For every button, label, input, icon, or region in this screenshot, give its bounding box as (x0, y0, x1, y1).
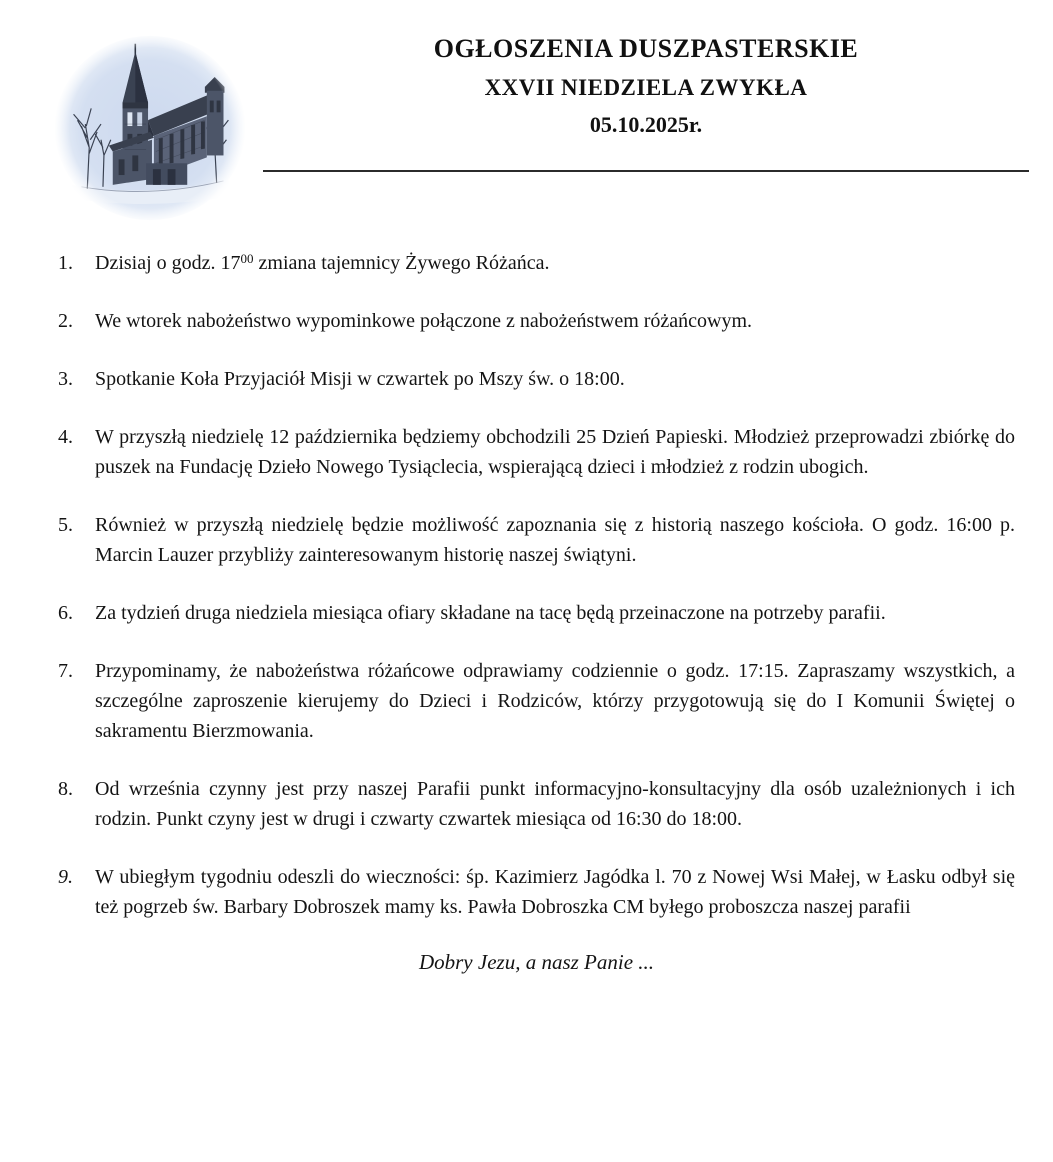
announcement-text: Dzisiaj o godz. $17^{00}$ zmiana tajemnicy Żywego Różańca. (95, 250, 550, 274)
announcement-item (58, 364, 1015, 394)
announcement-number: 6. (58, 602, 73, 624)
announcement-item (58, 306, 1015, 336)
announcement-text: Od września czynny jest przy naszej Parafii punkt informacyjno-konsultacyjny dla osób uzależnionych i ich rodzin. Punkt czyny jest w drugi i czwarty czwartek miesiąca od 16:30 do 18:00. (95, 778, 1015, 830)
announcement-text: Również w przyszłą niedzielę będzie możliwość zapoznania się z historią naszego kościoła. O godz. 16:00 p. Marcin Lauzer przybliży zainteresowanym historię naszej świątyni. (95, 514, 1015, 566)
announcements-list (58, 248, 1015, 922)
announcement-number: 9. (58, 866, 73, 888)
page-title: OGŁOSZENIA DUSZPASTERSKIE (433, 34, 859, 63)
announcement-item (58, 862, 1015, 922)
church-image (52, 30, 248, 226)
announcement-text: We wtorek nabożeństwo wypominkowe połączone z nabożeństwem różańcowym. (95, 310, 753, 332)
announcement-text: W ubiegłym tygodniu odeszli do wieczności: śp. Kazimierz Jagódka l. 70 z Nowej Wsi Małej, w Łasku odbył się też pogrzeb św. Barbary Dobroszek mamy ks. Pawła Dobroszka CM byłego proboszcza naszej parafii (95, 866, 1015, 918)
announcement-text: Za tydzień druga niedziela miesiąca ofiary składane na tacę będą przeinaczone na potrzeby parafii. (95, 602, 886, 624)
announcement-item (58, 598, 1015, 628)
header-divider (263, 170, 1029, 172)
announcement-text: W przyszłą niedzielę 12 października będziemy obchodzili 25 Dzień Papieski. Młodzież przeprowadzi zbiórkę do puszek na Fundację Dzieło Nowego Tysiąclecia, wspierającą dzieci i młodzież z rodzin ubogich. (95, 426, 1015, 478)
announcement-number: 7. (58, 660, 73, 682)
announcement-number: 1. (58, 252, 73, 274)
announcement-text: Przypominamy, że nabożeństwa różańcowe odprawiamy codziennie o godz. 17:15. Zapraszamy wszystkich, a szczególne zaproszenie kierujemy do Dzieci i Rodziców, którzy przygotowują się do I Komunii Świętej o sakramentu Bierzmowania. (95, 660, 1015, 742)
announcement-item (58, 656, 1015, 746)
announcement-number: 8. (58, 778, 73, 800)
announcements-content (58, 248, 1015, 975)
announcement-item (58, 774, 1015, 834)
announcement-number: 5. (58, 514, 73, 536)
page-subtitle: XXVII NIEDZIELA ZWYKŁA (484, 75, 808, 100)
announcement-item (58, 510, 1015, 570)
announcement-number: 3. (58, 368, 73, 390)
church-etching-icon (52, 30, 248, 226)
announcement-item (58, 248, 1015, 278)
page-date: 05.10.2025r. (589, 112, 703, 137)
document-header (0, 0, 1053, 248)
announcement-item (58, 422, 1015, 482)
announcement-text: Spotkanie Koła Przyjaciół Misji w czwartek po Mszy św. o 18:00. (95, 368, 625, 390)
announcement-number: 2. (58, 310, 73, 332)
announcement-number: 4. (58, 426, 73, 448)
footer-quote: Dobry Jezu, a nasz Panie ... (418, 950, 655, 974)
header-text-block (263, 34, 1029, 138)
